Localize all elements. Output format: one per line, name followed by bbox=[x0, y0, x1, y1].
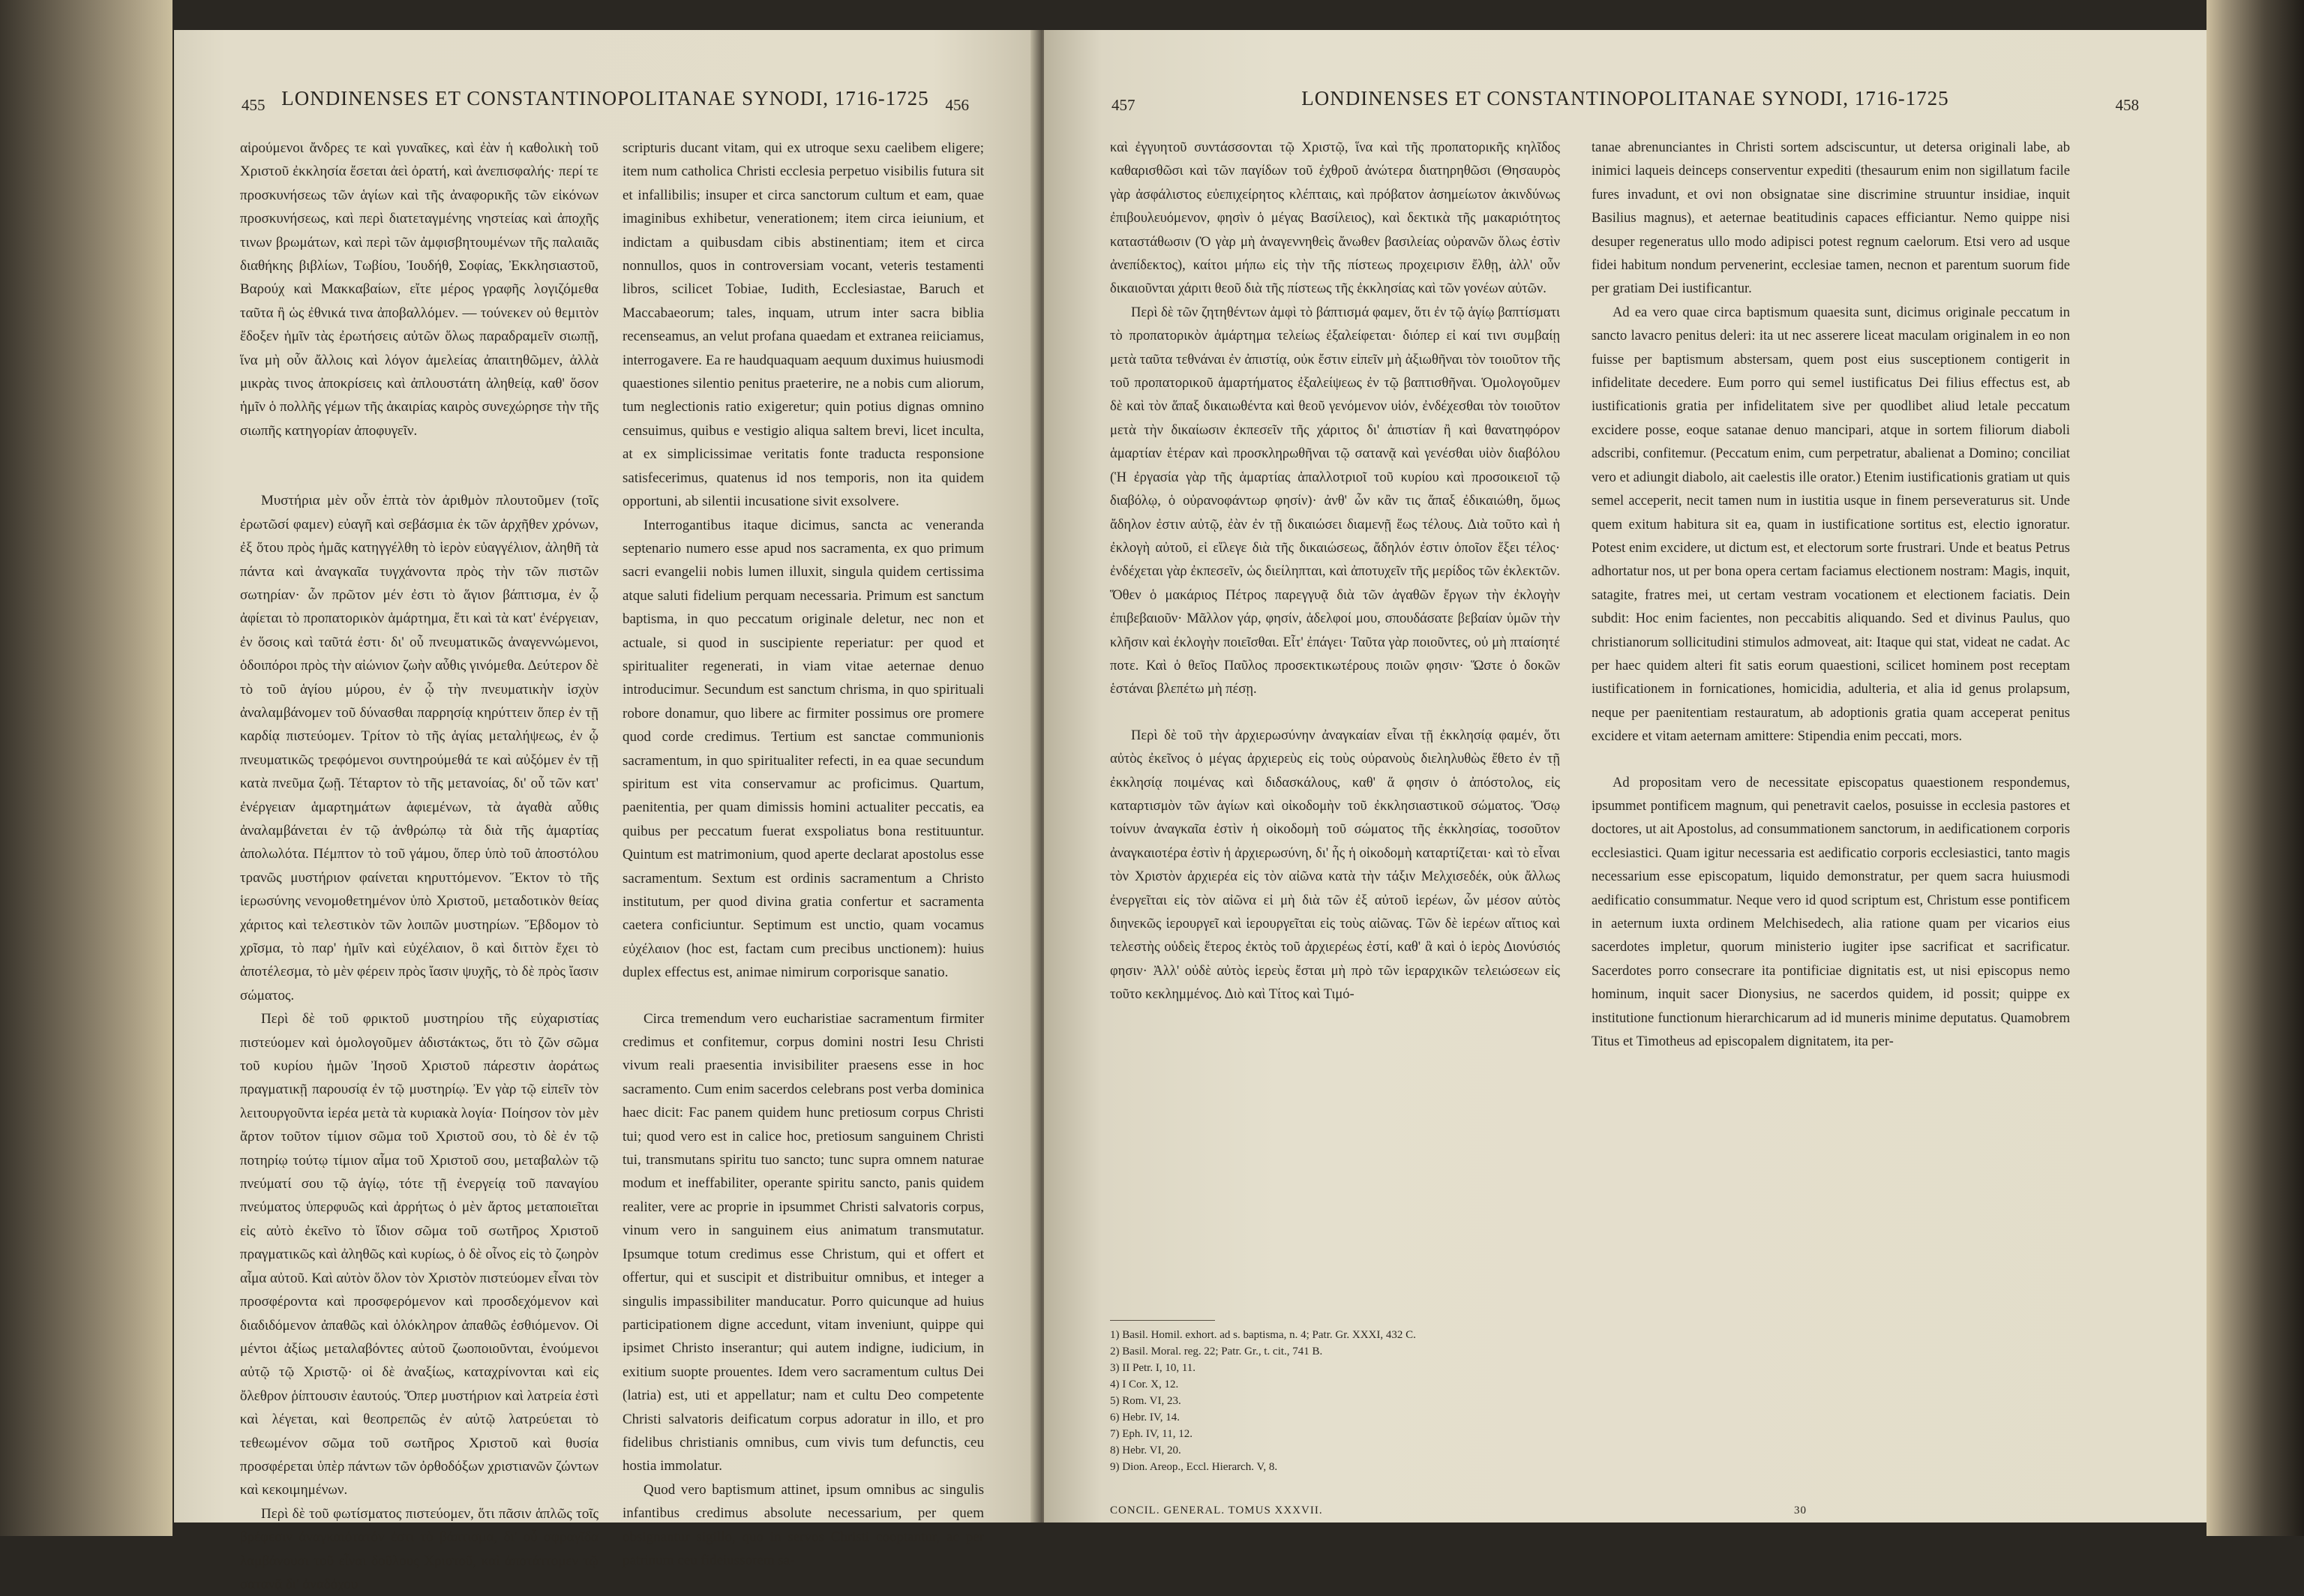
running-head-right: LONDINENSES ET CONSTANTINOPOLITANAE SYNODI, 1716-1725 bbox=[1301, 87, 1949, 110]
page-number-456: 456 bbox=[945, 96, 969, 114]
footnote: 1) Basil. Homil. exhort. ad s. baptisma, n. 4; Patr. Gr. XXXI, 432 C. bbox=[1110, 1329, 1416, 1341]
greek-column-right bbox=[1110, 136, 1560, 1007]
footnotes bbox=[1110, 1320, 1560, 1475]
signature-mark: 30 bbox=[1794, 1504, 1807, 1516]
footnote: 3) II Petr. I, 10, 11. bbox=[1110, 1362, 1196, 1374]
latin-paragraph: Ad ea vero quae circa baptismum quaesita sunt, dicimus originale peccatum in sancto lavacro penitus deleri: ita ut nec asserere liceat maculam originalem in eo non fuisse per baptismum abstersam, quem post eius susceptionem contigerit in infidelitate decedere. Eum porro qui semel iustificatus Dei filius effectus est, ab iustificationis gratia per infidelitatem sive per quodlibet aliud letale peccatum excidere posse, eoque satanae denuo mancipari, atque in sortem filiorum diaboli adscribi, confitemur. (Peccatum enim, cum perpetratur, abalienat a Domino; conciliat vero et adiungit diabolo, ait caelestis ille orator.) Etenim iustificationis gratiam ut quis semel acceperit, necit tamen num in iustitia usque in finem perseveraturus sit. Unde quem exitum habitura sit ea, quam in iustificatione sortitus est, electio ignoratur. Potest enim excidere, ut dictum est, et electorum sorte frustrari. Unde et beatus Petrus adhortatur nos, ut per bona opera certam faciamus electionem nostram: Magis, inquit, satagite, fratres mei, ut certam vestram vocationem et electionem faciatis. Dein subdit: Hoc enim facientes, non peccabitis aliquando. Sed et divinus Paulus, quo christianorum sollicitudini stimulos admoveat, ait: Itaque qui stat, videat ne cadat. Ac per haec quidem alteri fit satis eorum quaestioni, scilicet hominem post receptam iustificationem in fornicationes, homicidia, adulteria, et alia id genus prolapsum, neque per paenitentiam restauratum, ab adoptionis gratia quam acceperat penitus excidere et vitam aeternam amittere: Stipendia enim peccati, mors. bbox=[1592, 304, 2070, 745]
footnote: 9) Dion. Areop., Eccl. Hierarch. V, 8. bbox=[1110, 1461, 1278, 1473]
running-head-left: LONDINENSES ET CONSTANTINOPOLITANAE SYNODI, 1716-1725 bbox=[281, 87, 929, 110]
footnote: 7) Eph. IV, 11, 12. bbox=[1110, 1428, 1192, 1440]
footnote-rule bbox=[1110, 1320, 1215, 1321]
page-number-457: 457 bbox=[1112, 96, 1136, 114]
greek-paragraph: Μυστήρια μὲν οὖν ἑπτὰ τὸν ἀριθμὸν πλουτοῦμεν (τοῖς ἐρωτῶσί φαμεν) εὐαγῆ καὶ σεβάσμια ἐκ τῶν ἀρχῆθεν χρόνων, ἐξ ὅτου πρὸς ἡμᾶς κατηγγέλθη τὸ ἱερὸν εὐαγγέλιον, ἀληθῆ τὰ πάντα καὶ ἀναγκαῖα τυγχάνοντα πρὸς τὴν τῶν πιστῶν σωτηρίαν· ὧν πρῶτον μέν ἐστι τὸ ἅγιον βάπτισμα, ἐν ᾧ ἀφίεται τὸ προπατορικὸν ἁμάρτημα, ἔτι καὶ τὰ κατ' ἐνέργειαν, ἐν ὅσοις καὶ ταῦτά ἐστι· δι' οὗ πνευματικῶς ἀναγεννώμενοι, ὁδοιπόροι πρὸς τὴν αἰώνιον ζωὴν αὖθις γινόμεθα. Δεύτερον δὲ τὸ τοῦ ἁγίου μύρου, ἐν ᾧ τὴν πνευματικὴν ἰσχὺν ἀναλαμβάνομεν τοῦ δύνασθαι παρρησίᾳ κηρύττειν ὅπερ ἐν τῇ καρδίᾳ πιστεύομεν. Τρίτον τὸ τῆς ἁγίας μεταλήψεως, ἐν ᾧ πνευματικῶς τρεφόμενοι συντηρούμεθά τε καὶ αὐξόμεν ἐν τῇ κατὰ πνεῦμα ζωῇ. Τέταρτον τὸ τῆς μετανοίας, δι' οὗ τῶν κατ' ἐνέργειαν ἁμαρτημάτων ἀφιεμένων, τὰ ἀγαθὰ αὖθις ἀναλαμβάνεται ἐν τῷ ἀνθρώπῳ τὰ διὰ τῆς ἁμαρτίας ἀπολωλότα. Πέμπτον τὸ τοῦ γάμου, ὅπερ ὑπὸ τοῦ ἀποστόλου τρανῶς μυστήριον φαίνεται κηρυττόμενον. Ἕκτον τὸ τῆς ἱερωσύνης νενομοθετημένον ὑπὸ Χριστοῦ, μεταδοτικὸν θείας χάριτος καὶ τελεστικὸν τῶν λοιπῶν μυστηρίων. Ἕβδομον τὸ χρῖσμα, τὸ παρ' ἡμῖν καὶ εὐχέλαιον, ὃ καὶ διττὸν ἔχει τὸ ἀποτέλεσμα, τὸ μὲν φέρειν πρὸς ἴασιν ψυχῆς, τὸ δὲ πρὸς ἴασιν σώματος. bbox=[240, 493, 598, 1004]
greek-paragraph: Περὶ δὲ τοῦ τὴν ἀρχιερωσύνην ἀναγκαίαν εἶναι τῇ ἐκκλησίᾳ φαμέν, ὅτι αὐτὸς ἐκεῖνος ὁ μέγας ἀρχιερεὺς εἰς τοὺς οὐρανοὺς διεληλυθὼς ἔθετο ἐν τῇ ἐκκλησίᾳ ποιμένας καὶ διδασκάλους, καθ' ἅ φησιν ὁ ἀπόστολος, εἰς καταρτισμὸν τῶν ἁγίων καὶ οἰκοδομὴν τοῦ ἐκκλησιαστικοῦ σώματος. Ὅσῳ τοίνυν ἀναγκαῖα ἐστὶν ἡ οἰκοδομὴ τοῦ σώματος τῆς ἐκκλησίας, τοσοῦτον ἀναγκαιοτέρα ἐστὶν ἡ ἀρχιερωσύνη, δι' ἧς ἡ οἰκοδομὴ καταρτίζεται· καὶ τὸ εἶναι τὸν Χριστὸν ἀρχιερέα εἰς τὸν αἰῶνα κατὰ τὴν τάξιν Μελχισεδέκ, οὐκ ἄλλως ἐνεργεῖται εἰς τὸν αἰῶνα εἰ μὴ διὰ τῶν ἐξ αὐτοῦ ἱερέων, ὧν μέσον αὐτὸς διηνεκῶς ἱερουργεῖ καὶ ἱερουργεῖται εἰς τοὺς αἰῶνας. Τῶν δὲ ἱερέων αἴτιος καὶ τελεστὴς οὐδεὶς ἕτερος ἐκτὸς τοῦ ἀρχιερέως ἐστί, καθ' ἃ καὶ ὁ ἱερὸς Διονύσιός φησιν· Ἀλλ' οὐδὲ αὐτὸς ἱερεὺς ἔσται μὴ πρὸ τῶν ἱεραρχικῶν τελειώσεων εἰς τοῦτο κεκλημμένος. Διὸ καὶ Τίτος καὶ Τιμό- bbox=[1110, 728, 1560, 1003]
greek-paragraph: Περὶ δὲ τῶν ζητηθέντων ἀμφὶ τὸ βάπτισμά φαμεν, ὅτι ἐν τῷ ἁγίῳ βαπτίσματι τὸ προπατορικὸν ἁμάρτημα τελείως ἐξαλείφεται· διόπερ εἰ καί τινι συμβαίῃ μετὰ ταῦτα τεθνάναι ἐν ἀπιστίᾳ, οὐκ ἔστιν εἰπεῖν μὴ ἀξιωθῆναι τὸν τοιοῦτον τῆς τοῦ προπατορικοῦ ἁμαρτήματος ἐξαλείψεως ἐν τῷ βαπτισθῆναι. Ὁμολογοῦμεν δὲ καὶ τὸν ἅπαξ δικαιωθέντα καὶ θεοῦ γενόμενον υἱόν, ἐνδέχεσθαι τὸν τοιοῦτον μετὰ τὴν δικαίωσιν ἐκπεσεῖν τῆς χάριτος δι' ἀπιστίαν ἢ καὶ θανατηφόρον ἁμαρτίαν ἑτέραν καὶ προσκληρωθῆναι τῷ σατανᾷ καὶ γενέσθαι υἱὸν διαβόλου (Ἡ ἐργασία γὰρ τῆς ἁμαρτίας ἀπαλλοτριοῖ τοῦ κυρίου καὶ προσοικειοῖ τῷ διαβόλῳ, ὁ οὐρανοφάντωρ φησίν)· ἀνθ' ὧν κἂν τις ἅπαξ ἐδικαιώθη, ὅμως ἄδηλον ἐστιν αὐτῷ, ἐὰν ἐν τῇ δικαιώσει διαμενῇ ἕως τέλους. Διὰ τοῦτο καὶ ἡ ἐκλογὴ αὐτοῦ, εἰ εἴλεγε διὰ τῆς δικαιώσεως, ἄδηλόν ἐστιν ὁποῖον ἕξει τέλος· ἐνδέχεται γὰρ ἐκπεσεῖν, ὡς διείληπται, καὶ ἀποτυχεῖν τῆς μερίδος τῶν ἐκλεκτῶν. Ὅθεν ὁ μακάριος Πέτρος παρεγγυᾷ διὰ τῶν ἀγαθῶν ἔργων τὴν ἐκλογὴν ἐπιβεβαιοῦν· Μᾶλλον γάρ, φησίν, ἀδελφοί μου, σπουδάσατε βεβαίαν ὑμῶν τὴν κλῆσιν καὶ ἐκλογὴν ποιεῖσθαι. Εἶτ' ἐπάγει· Ταῦτα γὰρ ποιοῦντες, οὐ μὴ πταίσητέ ποτε. Καὶ ὁ θεῖος Παῦλος προσεκτικωτέρους ποιῶν φησιν· Ὥστε ὁ δοκῶν ἑστάναι βλεπέτω μὴ πέσῃ. bbox=[1110, 304, 1560, 698]
footnote: 2) Basil. Moral. reg. 22; Patr. Gr., t. cit., 741 B. bbox=[1110, 1346, 1323, 1358]
latin-column-left bbox=[622, 136, 984, 1572]
book-edge-left bbox=[0, 0, 172, 1536]
right-page bbox=[1044, 30, 2206, 1522]
footnote: 8) Hebr. VI, 20. bbox=[1110, 1444, 1181, 1456]
latin-paragraph: tanae abrenunciantes in Christi sortem adsciscuntur, ut detersa originali labe, ab inimici laqueis deinceps conserventur expediti (thesaurum enim non sigillatum facile fures invadunt, et ovi non obsignatae sine discrimine struuntur insidiae, inquit Basilius magnus), et aeternae beatitudinis capaces efficiantur. Nemo quippe nisi desuper regeneratus ullo modo adipisci potest regnum caelorum. Etsi vero ad usque fidei habitum nondum pervenerint, ecclesiae tamen, necnon et parentum suorum fide per gratiam Dei iustificantur. bbox=[1592, 140, 2070, 297]
latin-paragraph: scripturis ducant vitam, qui ex utroque sexu caelibem eligere; item num catholica Christi ecclesia perpetuo visibilis futura sit et infallibilis; insuper et circa sanctorum cultum et eam, quae imaginibus exhibetur, venerationem; item circa ieiunium, et indictam a quibusdam cibis abstinentiam; item et circa nonnullos, quos in controversiam vocant, veteris testamenti libros, scilicet Tobiae, Iudith, Ecclesiastae, Baruch et Maccabaeorum; tales, inquam, utrum inter sacra biblia recenseamus, an velut profana quaedam et extranea reiiciamus, interrogavere. Ea re haudquaquam aequum duximus huiusmodi quaestiones silentio penitus praeterire, ne a nobis cum aliorum, tum neglectionis ratio exigeretur; quin potius dignas omnino censuimus, quibus e vestigio aliqua saltem brevi, licet inculta, at ex simplicissimae veritatis fonte traducta responsione satisfecerimus, quatenus id nos temporis, non ita quidem opportuni, ab silentii incusatione sivit exsolvere. bbox=[622, 140, 984, 510]
page-number-458: 458 bbox=[2115, 96, 2139, 114]
latin-column-right bbox=[1592, 136, 2070, 1054]
greek-paragraph: καὶ ἐγγυητοῦ συντάσσονται τῷ Χριστῷ, ἵνα καὶ τῆς προπατορικῆς κηλῖδος καθαρισθῶσι καὶ τῶν παγίδων τοῦ ἐχθροῦ ἀνώτερα διατηρηθῶσι (Θησαυρὸς γὰρ ἀσφάλιστος εὐεπιχείρητος κλέπταις, καὶ πρόβατον ἀσημείωτον ἀκινδύνως ἐπιβουλευόμενον, φησὶν ὁ μέγας Βασίλειος), καὶ δεκτικὰ τῆς μακαριότητος καταστάθωσιν (Ὁ γὰρ μὴ ἀναγεννηθεὶς ἄνωθεν βασιλείας οὐρανῶν ὅλως ἐστὶν ἀνεπίδεκτος), καίτοι μήπω εἰς τὴν τῆς πίστεως προχειρισιν ἔλθῃ, ἀλλ' οὖν δικαιοῦνται χάριτι θεοῦ διὰ τῆς πίστεως τῆς ἐκκλησίας καὶ τῶν γονέων αὐτῶν. bbox=[1110, 140, 1560, 297]
greek-paragraph: Περὶ δὲ τοῦ φρικτοῦ μυστηρίου τῆς εὐχαριστίας πιστεύομεν καὶ ὁμολογοῦμεν ἀδιστάκτως, ὅτι τὸ ζῶν σῶμα τοῦ κυρίου ἡμῶν Ἰησοῦ Χριστοῦ πάρεστιν ἀοράτως πραγματικῇ παρουσίᾳ ἐν τῷ μυστηρίῳ. Ἐν γὰρ τῷ εἰπεῖν τὸν λειτουργοῦντα ἱερέα μετὰ τὰ κυριακὰ λογία· Ποίησον τὸν μὲν ἄρτον τοῦτον τίμιον σῶμα τοῦ Χριστοῦ σου, τὸ δὲ ἐν τῷ ποτηρίῳ τούτῳ τίμιον αἷμα τοῦ Χριστοῦ σου, μεταβαλὼν τῷ πνεύματί σου τῷ ἁγίῳ, τότε τῇ ἐνεργείᾳ τοῦ παναγίου πνεύματος ὑπερφυῶς καὶ ἀρρήτως ὁ μὲν ἄρτος μεταποιεῖται εἰς αὐτὸ ἐκεῖνο τὸ ἴδιον σῶμα τοῦ σωτῆρος Χριστοῦ πραγματικῶς καὶ ἀληθῶς καὶ κυρίως, ὁ δὲ οἶνος εἰς τὸ ζωηρὸν αἷμα αὐτοῦ. Καὶ αὐτὸν ὅλον τὸν Χριστὸν πιστεύομεν εἶναι τὸν προσφέροντα καὶ προσφερόμενον καὶ προσδεχόμενον καὶ διαδιδόμενον ἀπαθῶς καὶ ὁλόκληρον ἀπαθῶς ἐσθιόμενον. Οἱ μέντοι ἀξίως μεταλαβόντες αὐτοῦ ζωοποιοῦνται, ἑνούμενοι αὐτῷ τῷ Χριστῷ· οἱ δὲ ἀναξίως, καταχρίνονται καὶ εἰς ὄλεθρον ῥίπτουσιν ἑαυτούς. Ὅπερ μυστήριον καὶ λατρεία ἐστὶ καὶ λέγεται, καὶ θεοπρεπῶς ἐν αὐτῷ λατρεύεται τὸ τεθεωμένον σῶμα τοῦ σωτῆρος Χριστοῦ καὶ θυσία προσφέρεται ὑπὲρ πάντων τῶν ὀρθοδόξων χριστιανῶν ζώντων καὶ κεκοιμημένων. bbox=[240, 1011, 598, 1498]
latin-paragraph: Quod vero baptismum attinet, ipsum omnibus ac singulis infantibus credimus absolute necessarium, per quem obsignantur sigillo, quo in servos Christi cooptantur, ac per patrinum ceu fideiussorem sa- bbox=[622, 1481, 984, 1568]
greek-paragraph: Περὶ δὲ τοῦ φωτίσματος πιστεύομεν, ὅτι πᾶσιν ἁπλῶς τοῖς βρέφεσιν ἀναγκαιότατόν ἐστι τὸ βάπτισμα, δι' οὗ σφραγῖδα λαμβάνουσι τοῦ εἶναι δοῦλους Χριστοῦ, καὶ ἀποτάττομεν τῷ σατανᾷ δι' ἀναδόχου bbox=[240, 1505, 598, 1592]
latin-paragraph: Interrogantibus itaque dicimus, sancta ac veneranda septenario numero esse apud nos sacramenta, ex quo primum sacri evangelii nobis lumen illuxit, singula quidem certissima atque saluti fidelium perquam necessaria. Primum est sanctum baptisma, in quo peccatum originale deletur, nec non et actuale, si quod in suscipiente reperiatur: per quod et spiritualiter regenerati, in viam vitae aeternae denuo introducimur. Secundum est sanctum chrisma, in quo spirituali robore donamur, quo libere ac firmiter possimus ore promere quod corde credimus. Tertium est sanctae communionis sacramentum, in quo spiritualiter refecti, in ea quae secundum spiritum est vita conservamur ac proficimus. Quartum, paenitentia, per quam dimissis homini actualiter peccatis, ea quibus per peccatum fuerat exspoliatus bona restituuntur. Quintum est matrimonium, quod aperte declarat apostolus esse sacramentum. Sextum est ordinis sacramentum a Christo institutum, per quod divina gratia confertur et sacramenta caetera conficiuntur. Septimum est unctio, quam vocamus εὐχέλαιον (hoc est, factam cum precibus unctionem): huius duplex effectus est, animae nimirum corporisque sanatio. bbox=[622, 517, 984, 981]
latin-paragraph: Ad propositam vero de necessitate episcopatus quaestionem respondemus, ipsummet pontificem magnum, qui penetravit caelos, posuisse in ecclesia pastores et doctores, ut ait Apostolus, ad consummationem sanctorum, in aedificationem corporis ecclesiastici. Quam igitur necessaria est aedificatio corporis ecclesiastici, tanto magis necessarium esse episcopatum, liquido demonstratur, per quem sacra huiusmodi aedificatio consummatur. Neque vero id quod scriptum est, Christum esse pontificem in aeternum iuxta ordinem Melchisedech, alia ratione quam per vicarios eius sacerdotes impletur, quorum ministerio iugiter ipse sacrificat et sacrificatur. Sacerdotes porro consecrare ita pontificiae dignitatis est, ut nisi episcopus nemo hominum, inquit sacer Dionysius, ne sacerdos quidem, id possit; quippe ex institutione functionum hierarchicarum ad id muneris minime deputatus. Quamobrem Titus et Timotheus ad episcopalem dignitatem, ita per- bbox=[1592, 775, 2070, 1050]
greek-paragraph: αἱρούμενοι ἄνδρες τε καὶ γυναῖκες, καὶ ἐὰν ἡ καθολικὴ τοῦ Χριστοῦ ἐκκλησία ἔσεται ἀεὶ ὀρατή, καὶ ἀνεπισφαλής· περί τε προσκυνήσεως τῶν ἁγίων καὶ τῆς ἀναφορικῆς τῶν εἰκόνων προσκυνήσεως, καὶ περὶ διατεταγμένης νηστείας καὶ ἀποχῆς τινων βρωμάτων, καὶ περὶ τῶν ἀμφισβητουμένων τῆς παλαιᾶς διαθήκης βιβλίων, Τωβίου, Ἰουδήθ, Σοφίας, Ἐκκλησιαστοῦ, Βαρούχ καὶ Μακκαβαίων, εἴτε μέρος γραφῆς λογιζόμεθα ταῦτα ἢ ὡς ἐθνικά τινα ἀποβαλλόμεν. — τούνεκεν οὐ θεμιτὸν ἔδοξεν ἡμῖν τὰς ἐρωτήσεις αὐτῶν ὅλως παραδραμεῖν σιωπῇ, ἵνα μὴ οὖν ἄλλοις καὶ λόγον ἀμελείας ἀπαιτηθῶμεν, ἀλλὰ μικρὰς τινος ἀποκρίσεις καὶ ἀπλουστάτη ἀληθείᾳ, καθ' ὅσον ἡμῖν ὁ πολλῆς γέμων τῆς ἀκαιρίας καιρὸς συνεχώρησε τὴν τῆς σιωπῆς κατηγορίαν ἀποφυγεῖν. bbox=[240, 140, 598, 439]
left-page bbox=[174, 30, 1036, 1592]
book-edge-right bbox=[2206, 0, 2304, 1536]
footnote: 6) Hebr. IV, 14. bbox=[1110, 1412, 1180, 1424]
footnote: 4) I Cor. X, 12. bbox=[1110, 1378, 1179, 1390]
right-page-header bbox=[1112, 82, 2139, 128]
page-number-455: 455 bbox=[242, 96, 266, 114]
greek-column-left bbox=[240, 136, 598, 1596]
left-page-header bbox=[242, 82, 969, 128]
latin-paragraph: Circa tremendum vero eucharistiae sacramentum firmiter credimus et confitemur, corpus domini nostri Iesu Christi vivum reali praesentia invisibiliter praesens esse in hoc sacramento. Cum enim sacerdos celebrans post verba dominica haec dicit: Fac panem quidem hunc pretiosum corpus Christi tui; quod vero est in calice hoc, pretiosum sanguinem Christi tui, transmutans spiritu tuo sancto; tunc supra omnem naturae modum et ineffabiliter, operante spiritu sancto, panis quidem realiter, vere ac proprie in ipsummet Christi salvatoris corpus, vinum vero in sanguinem eius animatum transmutatur. Ipsumque totum credimus esse Christum, qui et offert et offertur, qui et suscipit et distribuitur omnibus, et integer a singulis impassibiliter manducatur. Porro quicunque ad huius participationem digne accedunt, vitam inveniunt, quippe qui ipsimet Christo inserantur; qui autem indigne, iudicium, in exitium suopte prouentes. Idem vero sacramentum cultus Dei (latria) est, uti et appellatur; nam et cultu Deo competente Christi salvatoris deificatum corpus adoratur in illo, et pro fidelibus christianis omnibus, cum vivis tum defunctis, ceu hostia immolatur. bbox=[622, 1010, 984, 1474]
signature-line: CONCIL. GENERAL. TOMUS XXXVII. bbox=[1110, 1504, 1323, 1516]
footnote: 5) Rom. VI, 23. bbox=[1110, 1395, 1181, 1407]
